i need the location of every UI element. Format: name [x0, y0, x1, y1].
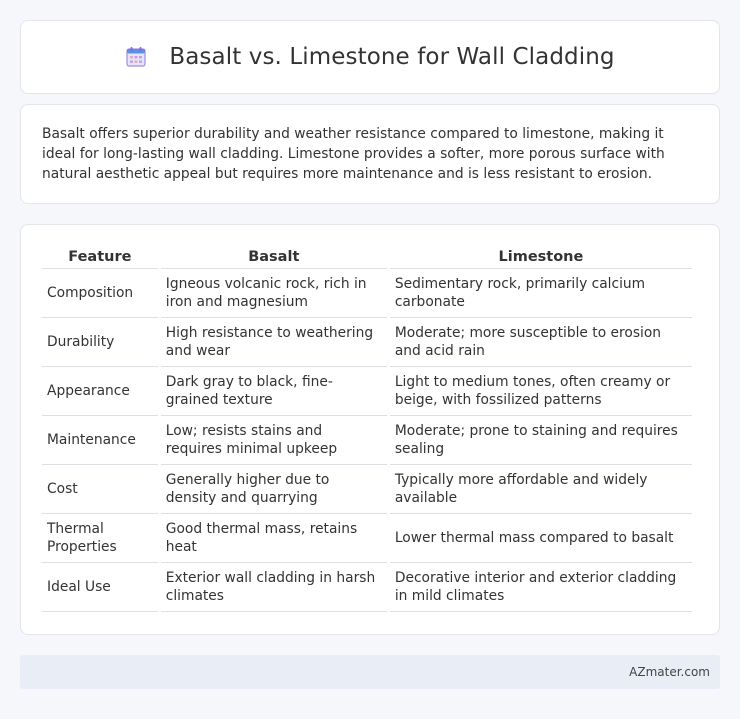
cell-limestone: Sedimentary rock, primarily calcium carbonate	[390, 269, 692, 318]
cell-basalt: Generally higher due to density and quarrying	[161, 465, 387, 514]
calendar-icon	[125, 46, 147, 68]
title-card	[20, 20, 720, 94]
summary-card	[20, 104, 720, 204]
cell-feature: Thermal Properties	[42, 514, 158, 563]
comparison-table	[39, 243, 695, 612]
header-feature: Feature	[42, 243, 158, 269]
cell-limestone: Moderate; prone to staining and requires sealing	[390, 416, 692, 465]
header-limestone: Limestone	[390, 243, 692, 269]
cell-basalt: Igneous volcanic rock, rich in iron and magnesium	[161, 269, 387, 318]
table-row	[42, 416, 692, 465]
cell-feature: Composition	[42, 269, 158, 318]
page-title: Basalt vs. Limestone for Wall Cladding	[169, 44, 615, 70]
table-header-row	[42, 243, 692, 269]
cell-limestone: Moderate; more susceptible to erosion and acid rain	[390, 318, 692, 367]
cell-feature: Appearance	[42, 367, 158, 416]
header-basalt: Basalt	[161, 243, 387, 269]
table-row	[42, 514, 692, 563]
cell-basalt: Good thermal mass, retains heat	[161, 514, 387, 563]
cell-basalt: Exterior wall cladding in harsh climates	[161, 563, 387, 612]
footer-bar	[20, 655, 720, 689]
cell-limestone: Typically more affordable and widely available	[390, 465, 692, 514]
comparison-card	[20, 224, 720, 635]
table-row	[42, 269, 692, 318]
cell-limestone: Light to medium tones, often creamy or beige, with fossilized patterns	[390, 367, 692, 416]
cell-basalt: Low; resists stains and requires minimal upkeep	[161, 416, 387, 465]
table-row	[42, 367, 692, 416]
cell-feature: Durability	[42, 318, 158, 367]
cell-basalt: High resistance to weathering and wear	[161, 318, 387, 367]
footer-brand: AZmater.com	[629, 665, 710, 679]
cell-feature: Ideal Use	[42, 563, 158, 612]
cell-limestone: Decorative interior and exterior cladding in mild climates	[390, 563, 692, 612]
table-row	[42, 563, 692, 612]
cell-limestone: Lower thermal mass compared to basalt	[390, 514, 692, 563]
table-row	[42, 465, 692, 514]
cell-feature: Maintenance	[42, 416, 158, 465]
cell-feature: Cost	[42, 465, 158, 514]
summary-text: Basalt offers superior durability and weather resistance compared to limestone, making it ideal for long-lasting wall cladding. Limestone provides a softer, more porous surface with natural aesthetic appeal but requires more maintenance and is less resistant to erosion.	[42, 126, 665, 182]
cell-basalt: Dark gray to black, fine-grained texture	[161, 367, 387, 416]
table-row	[42, 318, 692, 367]
